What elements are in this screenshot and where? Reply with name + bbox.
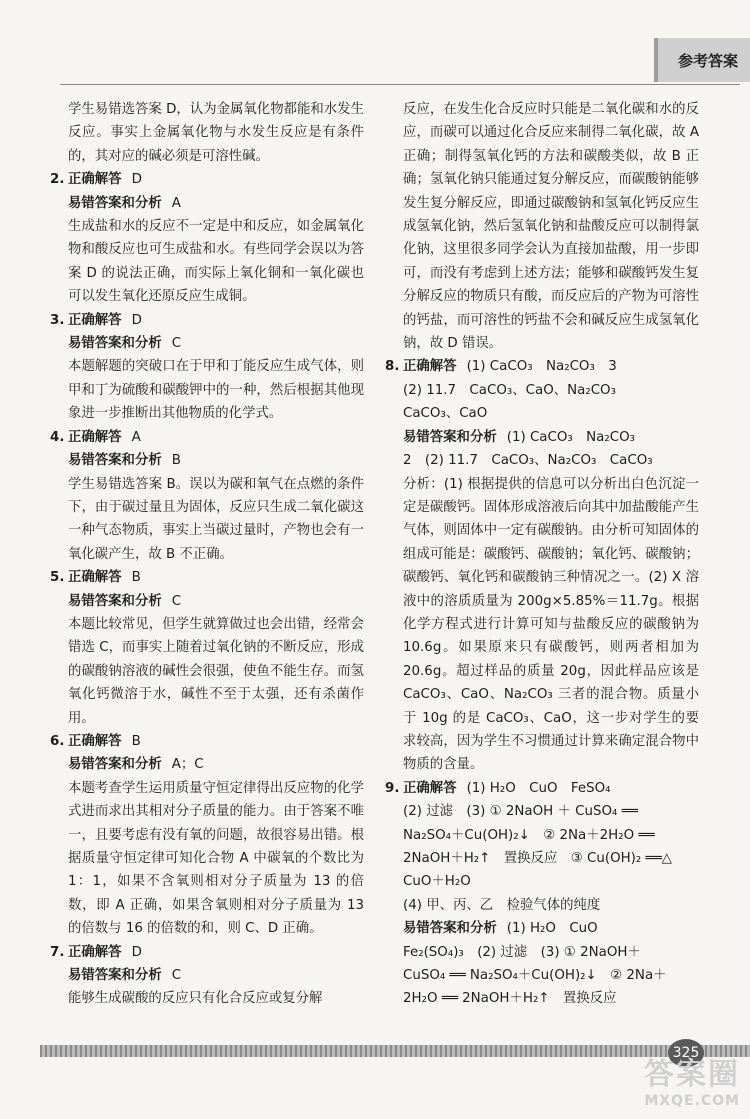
- header-tab: [654, 38, 750, 82]
- correct-answer: (1) H₂O CuO FeSO₄: [466, 780, 611, 796]
- left-column: [50, 98, 364, 1011]
- question-3: [50, 309, 364, 426]
- question-number: 9.: [385, 780, 400, 796]
- analysis-text: 能够生成碳酸的反应只有化合反应或复分解: [68, 991, 323, 1007]
- correct-answer-line: CaCO₃、CaO: [403, 406, 488, 422]
- analysis-text: 分析：(1) 根据提供的信息可以分析出白色沉淀一定是碳酸钙。固体形成溶液后向其中加盐酸能产生气体，则固体中一定有碳酸钠。由分析可知固体的组成可能是：碳酸钙、碳酸钠；氧化钙、碳酸钠；碳酸钙、氧化钙和碳酸钠三种情况之一。(2) X 溶液中的溶质质量为 200g×5.85%＝11.7g。根据化学方程式进行计算可知与盐酸反应的碳酸钠为 10.6g。如果原来只有碳酸钙，则两者相加为 20.6g。超过样品的质量 20g，因此样品应该是 CaCO₃、CaO、Na₂CO₃ 三者的混合物。质量小于 10g 的是 CaCO₃、CaO，这一步对学生的要求较高，因为学生不习惯通过计算来确定混合物中物质的含量。: [403, 476, 699, 773]
- correct-label: 正确解答: [68, 172, 122, 188]
- question-number: 5.: [50, 570, 65, 586]
- correct-label: 正确解答: [68, 312, 122, 328]
- intro-text: 学生易错选答案 D，认为金属氧化物都能和水发生反应。事实上金属氧化物与水发生反应是有条件的，其对应的碱必须是可溶性碱。: [68, 102, 364, 164]
- correct-label: 正确解答: [68, 944, 122, 960]
- mistake-answer: C: [171, 593, 182, 609]
- correct-label: 正确解答: [68, 733, 122, 749]
- correct-answer-line: CuO＋H₂O: [403, 874, 471, 890]
- watermark-logo: [644, 1049, 740, 1109]
- question-number: 8.: [385, 359, 400, 375]
- question-number: 6.: [50, 733, 65, 749]
- q7-continuation: 反应，在发生化合反应时只能是二氧化碳和水的反应，而碳可以通过化合反应来制得二氧化碳，故 A 正确；制得氢氧化钙的方法和碳酸类似，故 B 正确；氢氧化钠只能通过复分解反应，而碳酸钠能够发生复分解反应，即通过碳酸钠和氢氧化钙反应生成氢氧化钠，然后氢氧化钠和盐酸反应可以制得氯化钠，这里很多同学会认为直接加盐酸，用一步即可，而没有考虑到上述方法；能够和碳酸钙发生复分解反应的物质只有酸，而反应后的产物为可溶性的钙盐，而可溶性的钙盐不会和碱反应生成氢氧化钠，故 D 错误。: [403, 102, 699, 352]
- correct-label: 正确解答: [68, 429, 122, 445]
- question-number: 3.: [50, 312, 65, 328]
- correct-answer: (1) CaCO₃ Na₂CO₃ 3: [466, 359, 617, 375]
- correct-answer: A: [131, 429, 141, 445]
- correct-label: 正确解答: [68, 570, 122, 586]
- correct-answer: D: [131, 312, 142, 328]
- mistake-answer-line: 2 (2) 11.7 CaCO₃、Na₂CO₃ CaCO₃: [403, 453, 653, 469]
- mistake-label: 易错答案和分析: [68, 968, 162, 984]
- question-number: 7.: [50, 944, 65, 960]
- mistake-label: 易错答案和分析: [68, 336, 162, 352]
- analysis-text: 生成盐和水的反应不一定是中和反应，如金属氧化物和酸反应也可生成盐和水。有些同学会误以为答案 D 的说法正确，而实际上氧化铜和一氧化碳也可以发生氧化还原反应生成铜。: [68, 219, 364, 305]
- mistake-answer: B: [171, 453, 181, 469]
- question-9: [385, 777, 699, 1011]
- question-5: [50, 566, 364, 730]
- question-8: [385, 355, 699, 776]
- question-7: [50, 941, 364, 1011]
- mistake-answer-line: 2H₂O ══ 2NaOH＋H₂↑ 置换反应: [403, 991, 617, 1007]
- analysis-text: 本题考查学生运用质量守恒定律得出反应物的化学式进而求出其相对分子质量的能力。由于答案不唯一，且要考虑有没有氧的问题，故很容易出错。根据质量守恒定律可知化合物 A 中碳氧的个数比为 1：1，如果不含氧则相对分子质量为 13 的倍数，即 A 正确，如果含氧则相对分子质量为 13 的倍数与 16 的倍数的和，则 C、D 正确。: [68, 780, 364, 937]
- question-4: [50, 426, 364, 566]
- correct-answer-line: (2) 过滤 (3) ① 2NaOH ＋ CuSO₄ ══: [403, 804, 638, 820]
- correct-answer: D: [131, 172, 142, 188]
- correct-answer: D: [131, 944, 142, 960]
- mistake-label: 易错答案和分析: [68, 757, 162, 773]
- header-divider: [60, 84, 740, 85]
- correct-label: 正确解答: [403, 780, 457, 796]
- correct-answer-line: 2NaOH＋H₂↑ 置换反应 ③ Cu(OH)₂ ══△: [403, 851, 672, 866]
- mistake-answer: A: [171, 195, 181, 211]
- mistake-label: 易错答案和分析: [403, 429, 497, 445]
- question-number: 2.: [50, 172, 65, 188]
- mistake-label: 易错答案和分析: [68, 453, 162, 469]
- question-number: 4.: [50, 429, 65, 445]
- mistake-answer: (1) CaCO₃ Na₂CO₃: [506, 429, 636, 445]
- mistake-answer: (1) H₂O CuO: [506, 921, 598, 937]
- mistake-answer: C: [171, 336, 182, 352]
- correct-answer-line: (4) 甲、丙、乙 检验气体的纯度: [403, 897, 601, 913]
- watermark-url: MXQE.COM: [644, 1093, 740, 1109]
- watermark-text: 答案圈: [644, 1057, 740, 1092]
- mistake-answer-line: Fe₂(SO₄)₃ (2) 过滤 (3) ① 2NaOH＋: [403, 944, 641, 960]
- correct-answer: B: [131, 570, 141, 586]
- header-title: 参考答案: [677, 52, 738, 70]
- correct-answer: B: [131, 733, 141, 749]
- mistake-label: 易错答案和分析: [68, 593, 162, 609]
- question-6: [50, 730, 364, 941]
- mistake-answer: A；C: [171, 757, 204, 773]
- mistake-answer-line: CuSO₄ ══ Na₂SO₄＋Cu(OH)₂↓ ② 2Na＋: [403, 968, 667, 984]
- analysis-text: 本题解题的突破口在于甲和丁能反应生成气体，则甲和丁为硫酸和碳酸钾中的一种，然后根据其他现象进一步推断出其他物质的化学式。: [68, 359, 364, 422]
- page-number: 325: [668, 1039, 704, 1067]
- correct-label: 正确解答: [403, 359, 457, 375]
- mistake-label: 易错答案和分析: [403, 921, 497, 937]
- question-2: [50, 168, 364, 308]
- mistake-answer: C: [171, 968, 182, 984]
- correct-answer-line: (2) 11.7 CaCO₃、CaO、Na₂CO₃: [403, 382, 616, 398]
- right-column: [385, 98, 699, 1011]
- correct-answer-line: Na₂SO₄＋Cu(OH)₂↓ ② 2Na＋2H₂O ══: [403, 827, 655, 843]
- analysis-text: 学生易错选答案 B。误以为碳和氧气在点燃的条件下，由于碳过量且为固体，反应只生成二氧化碳这一种气态物质，事实上当碳过量时，产物也会有一氧化碳产生，故 B 不正确。: [68, 476, 364, 562]
- analysis-text: 本题比较常见，但学生就算做过也会出错，经常会错选 C，而事实上随着过氧化钠的不断反应，形成的碳酸钠溶液的碱性会很强，使鱼不能生存。而氢氧化钙微溶于水，碱性不至于太强，还有杀菌作用。: [68, 616, 364, 726]
- mistake-label: 易错答案和分析: [68, 195, 162, 211]
